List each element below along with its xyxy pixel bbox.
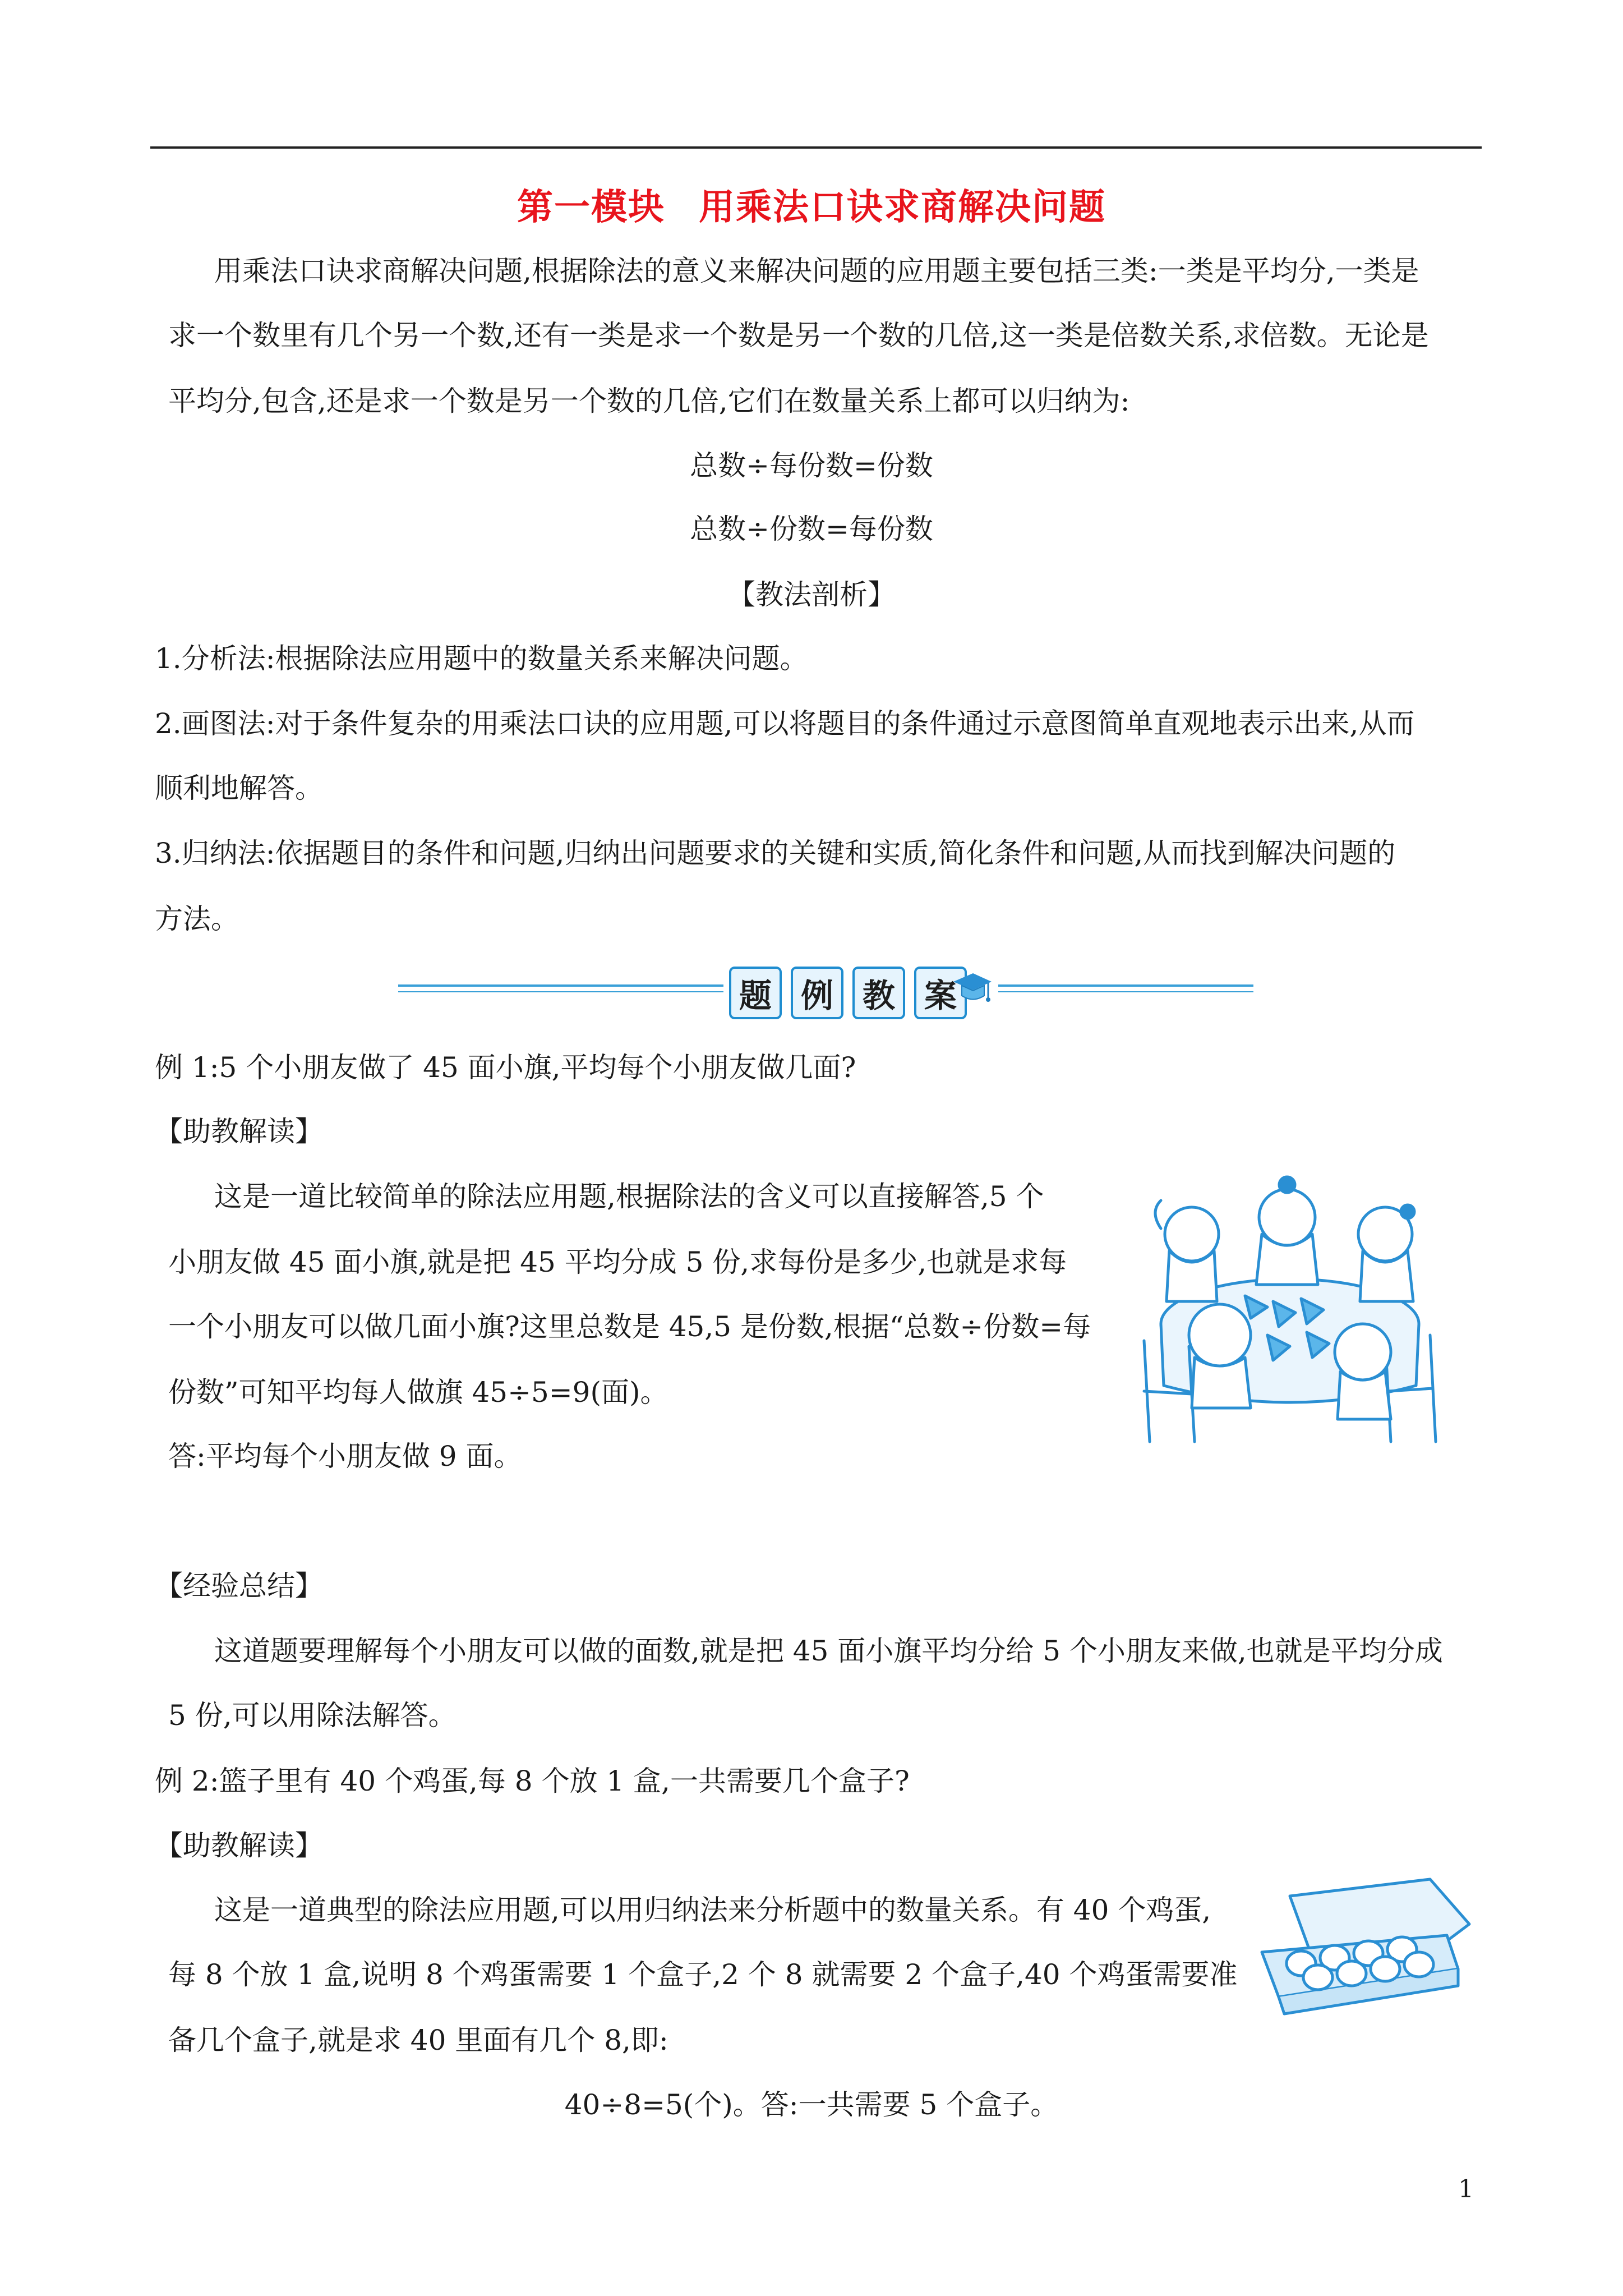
banner-char: 教 [852, 967, 905, 1019]
example-2-line-3: 备几个盒子,就是求 40 里面有几个 8,即: [168, 2024, 668, 2056]
summary-heading: 【经验总结】 [155, 1570, 323, 1602]
method-item-2-line-2: 顺利地解答。 [155, 772, 323, 804]
intro-line-3: 平均分,包含,还是求一个数是另一个数的几倍,它们在数量关系上都可以归纳为: [168, 385, 1130, 417]
intro-line-2: 求一个数里有几个另一个数,还有一类是求一个数是另一个数的几倍,这一类是倍数关系,求倍数。无论是 [168, 319, 1429, 352]
method-item-3-line-1: 3.归纳法:依据题目的条件和问题,归纳出问题要求的关键和实质,简化条件和问题,从而找到解决问题的 [155, 837, 1396, 869]
formula-1: 总数÷每份数=份数 [690, 449, 933, 482]
top-rule [150, 146, 1482, 149]
example-2-heading: 【助教解读】 [155, 1829, 323, 1862]
example-1-line-4: 份数”可知平均每人做旗 45÷5=9(面)。 [168, 1376, 668, 1409]
banner-right-line [998, 984, 1253, 992]
banner-title [729, 967, 967, 1019]
page-title [0, 178, 1623, 230]
summary-line-2: 5 份,可以用除法解答。 [168, 1699, 457, 1732]
example-1-heading: 【助教解读】 [155, 1115, 323, 1148]
banner-char: 案 [914, 967, 967, 1019]
banner-char: 题 [729, 967, 782, 1019]
summary-line-1: 这道题要理解每个小朋友可以做的面数,就是把 45 面小旗平均分给 5 个小朋友来做,也就是平均分成 [214, 1635, 1443, 1667]
example-1-answer: 答:平均每个小朋友做 9 面。 [168, 1440, 522, 1473]
method-item-3-line-2: 方法。 [155, 903, 239, 935]
graduation-cap-icon [948, 965, 993, 1015]
children-table-illustration [1138, 1172, 1453, 1453]
example-2-line-4: 40÷8=5(个)。答:一共需要 5 个盒子。 [564, 2088, 1059, 2121]
example-1-question: 例 1:5 个小朋友做了 45 面小旗,平均每个小朋友做几面? [155, 1051, 856, 1084]
formula-2: 总数÷份数=每份数 [690, 513, 933, 545]
title-topic: 用乘法口诀求商解决问题 [699, 186, 1106, 228]
method-item-1: 1.分析法:根据除法应用题中的数量关系来解决问题。 [155, 642, 808, 675]
title-module: 第一模块 [517, 186, 665, 228]
method-item-2-line-1: 2.画图法:对于条件复杂的用乘法口诀的应用题,可以将题目的条件通过示意图简单直观地表示出来,从而 [155, 707, 1415, 740]
example-2-line-2: 每 8 个放 1 盒,说明 8 个鸡蛋需要 1 个盒子,2 个 8 就需要 2 个盒子,40 个鸡蛋需要准 [168, 1958, 1238, 1991]
example-2-question: 例 2:篮子里有 40 个鸡蛋,每 8 个放 1 盒,一共需要几个盒子? [155, 1765, 910, 1797]
example-1-line-2: 小朋友做 45 面小旗,就是把 45 平均分成 5 份,求每份是多少,也就是求每 [168, 1246, 1067, 1278]
banner-left-line [398, 984, 723, 992]
example-1-line-1: 这是一道比较简单的除法应用题,根据除法的含义可以直接解答,5 个 [214, 1180, 1044, 1213]
banner-char: 例 [791, 967, 843, 1019]
example-1-line-3: 一个小朋友可以做几面小旗?这里总数是 45,5 是份数,根据“总数÷份数=每 [168, 1310, 1091, 1343]
methods-heading: 【教法剖析】 [727, 578, 896, 611]
egg-carton-illustration [1256, 1874, 1475, 2019]
intro-line-1: 用乘法口诀求商解决问题,根据除法的意义来解决问题的应用题主要包括三类:一类是平均分,一类是 [214, 255, 1419, 287]
example-2-line-1: 这是一道典型的除法应用题,可以用归纳法来分析题中的数量关系。有 40 个鸡蛋, [214, 1894, 1211, 1926]
page-number: 1 [1458, 2175, 1474, 2203]
